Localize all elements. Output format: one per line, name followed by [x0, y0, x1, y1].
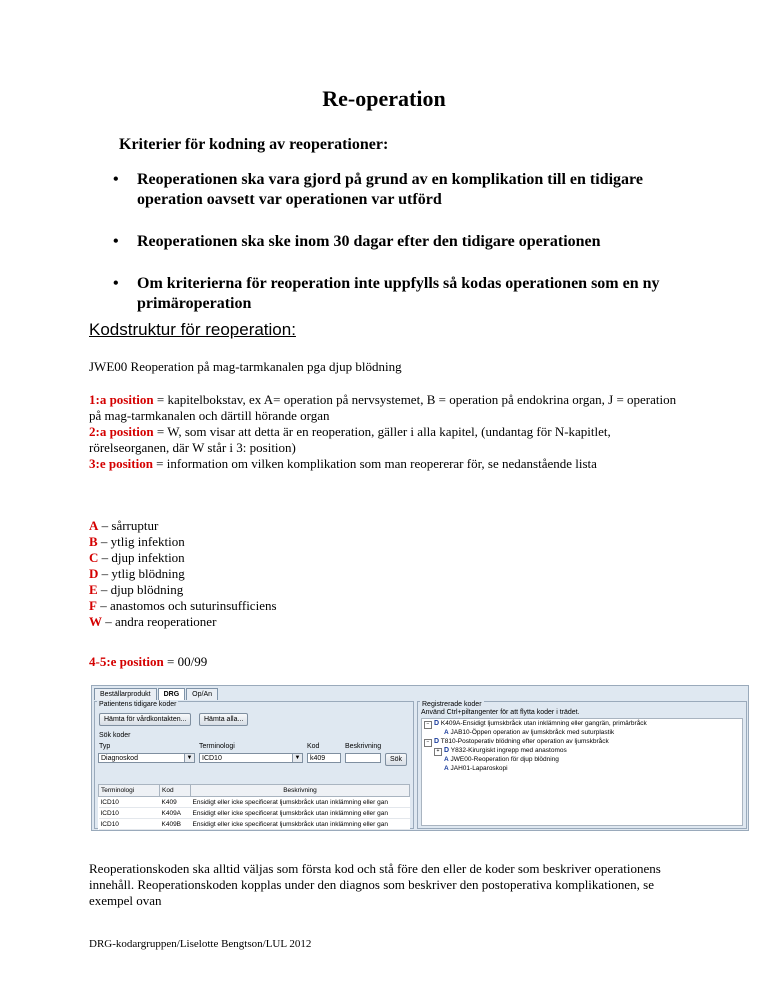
terminology-select[interactable]: ICD10 ▼ — [199, 753, 303, 763]
col-code[interactable]: Kod — [160, 785, 191, 797]
fetch-all-button[interactable]: Hämta alla... — [199, 713, 248, 726]
registered-hint: Använd Ctrl+piltangenter för att flytta koder i trädet. — [421, 709, 580, 716]
tree-node-diagnosis[interactable]: − D T810-Postoperativ blödning efter operation av ljumskbråck — [424, 738, 609, 747]
position-descriptions — [89, 392, 689, 472]
code-input[interactable]: k409 — [307, 753, 341, 763]
criteria-list — [113, 170, 673, 336]
col-description[interactable]: Beskrivning — [191, 785, 410, 797]
terminology-label: Terminologi — [199, 743, 235, 750]
code-item: E – djup blödning — [89, 582, 184, 597]
col-terminology[interactable]: Terminologi — [99, 785, 160, 797]
left-pane — [94, 701, 414, 829]
complication-code-list — [89, 518, 277, 630]
code-item: B – ytlig infektion — [89, 534, 185, 549]
code-item: D – ytlig blödning — [89, 566, 185, 581]
tab-op-an[interactable]: Op/An — [186, 688, 218, 700]
code-structure-heading: Kodstruktur för reoperation: — [89, 320, 296, 339]
table-row[interactable]: ICD10 K409A Ensidigt eller icke specificerat ljumskbråck utan inklämning eller gan — [99, 808, 410, 819]
position-3: 3:e position = information om vilken komplikation som man reopererar för, se nedanstående lista — [89, 456, 597, 471]
code-item: W – andra reoperationer — [89, 614, 217, 629]
collapse-icon[interactable]: − — [424, 721, 432, 729]
table-header-row — [99, 785, 410, 797]
tab-bar — [94, 688, 219, 700]
criteria-item: • Reoperationen ska ske inom 30 dagar efter den tidigare operationen — [113, 233, 601, 250]
type-label: Typ — [99, 743, 111, 750]
expand-icon[interactable]: + — [434, 748, 442, 756]
table-row[interactable]: ICD10 K409 Ensidigt eller icke specificerat ljumskbråck utan inklämning eller gan — [99, 797, 410, 808]
page-title: Re-operation — [322, 86, 446, 111]
code-item: F – anastomos och suturinsufficiens — [89, 598, 277, 613]
tree-node-diagnosis[interactable]: + D Y832-Kirurgiskt ingrepp med anastomos — [434, 747, 567, 756]
fetch-contact-button[interactable]: Hämta för vårdkontakten... — [99, 713, 191, 726]
tab-drg[interactable]: DRG — [158, 688, 186, 700]
collapse-icon[interactable]: − — [424, 739, 432, 747]
description-label: Beskrivning — [345, 743, 382, 750]
after-paragraph: Reoperationskoden ska alltid väljas som första kod och stå före den eller de koder som beskriver operationens innehåll. Reoperationskoden kopplas under den diagnos som beskriver den postoperativa komplikationen, se exempel ovan — [89, 861, 661, 908]
chevron-down-icon: ▼ — [184, 754, 194, 762]
example-line: JWE00 Reoperation på mag-tarmkanalen pga djup blödning — [89, 359, 402, 374]
search-codes-label: Sök koder — [99, 732, 131, 739]
bullet-icon: • — [113, 233, 119, 250]
search-results-table — [98, 784, 410, 830]
registered-codes-label: Registrerade koder — [422, 701, 482, 708]
right-pane — [417, 701, 747, 829]
bullet-icon: • — [113, 171, 119, 188]
description-input[interactable] — [345, 753, 381, 763]
footer: DRG-kodargruppen/Liselotte Bengtson/LUL 2012 — [89, 938, 312, 950]
code-item: C – djup infektion — [89, 550, 185, 565]
code-label: Kod — [307, 743, 320, 750]
tree-node-diagnosis[interactable]: − D K409A-Ensidigt ljumskbråck utan inklämning eller gangrän, primärbråck — [424, 720, 647, 729]
criteria-item: • Reoperationen ska vara gjord på grund av en komplikation till en tidigare operation oavsett var operationen var utförd — [113, 171, 643, 208]
criteria-heading: Kriterier för kodning av reoperationer: — [119, 136, 389, 153]
type-select[interactable]: Diagnoskod ▼ — [98, 753, 195, 763]
position-1: 1:a position = kapitelbokstav, ex A= operation på nervsystemet, B = operation på endokrina organ, J = operation på mag-tarmkanalen och därtill hörande organ — [89, 392, 677, 423]
patient-codes-label: Patientens tidigare koder — [99, 701, 177, 708]
tree-node-action[interactable]: A JAH01-Laparoskopi — [444, 765, 508, 772]
bullet-icon: • — [113, 275, 119, 292]
position-2: 2:a position = W, som visar att detta är en reoperation, gäller i alla kapitel, (undantag för N-kapitlet, rörelseorganen, där W står i 3: position) — [89, 424, 611, 455]
search-button[interactable]: Sök — [385, 753, 407, 766]
registered-codes-tree — [421, 718, 743, 826]
table-row[interactable]: ICD10 K409B Ensidigt eller icke specificerat ljumskbråck utan inklämning eller gan — [99, 819, 410, 830]
code-item: A – sårruptur — [89, 518, 159, 533]
criteria-item: • Om kriterierna för reoperation inte uppfylls så kodas operationen som en ny primäroperation — [113, 275, 660, 312]
tab-bestallarprodukt[interactable]: Beställarprodukt — [94, 688, 157, 700]
tree-node-action[interactable]: A JWE00-Reoperation för djup blödning — [444, 756, 559, 763]
position-4-5: 4-5:e position = 00/99 — [89, 654, 208, 669]
tree-node-action[interactable]: A JAB10-Öppen operation av ljumskbråck med suturplastik — [444, 729, 615, 736]
chevron-down-icon: ▼ — [292, 754, 302, 762]
drg-screenshot — [91, 685, 749, 831]
